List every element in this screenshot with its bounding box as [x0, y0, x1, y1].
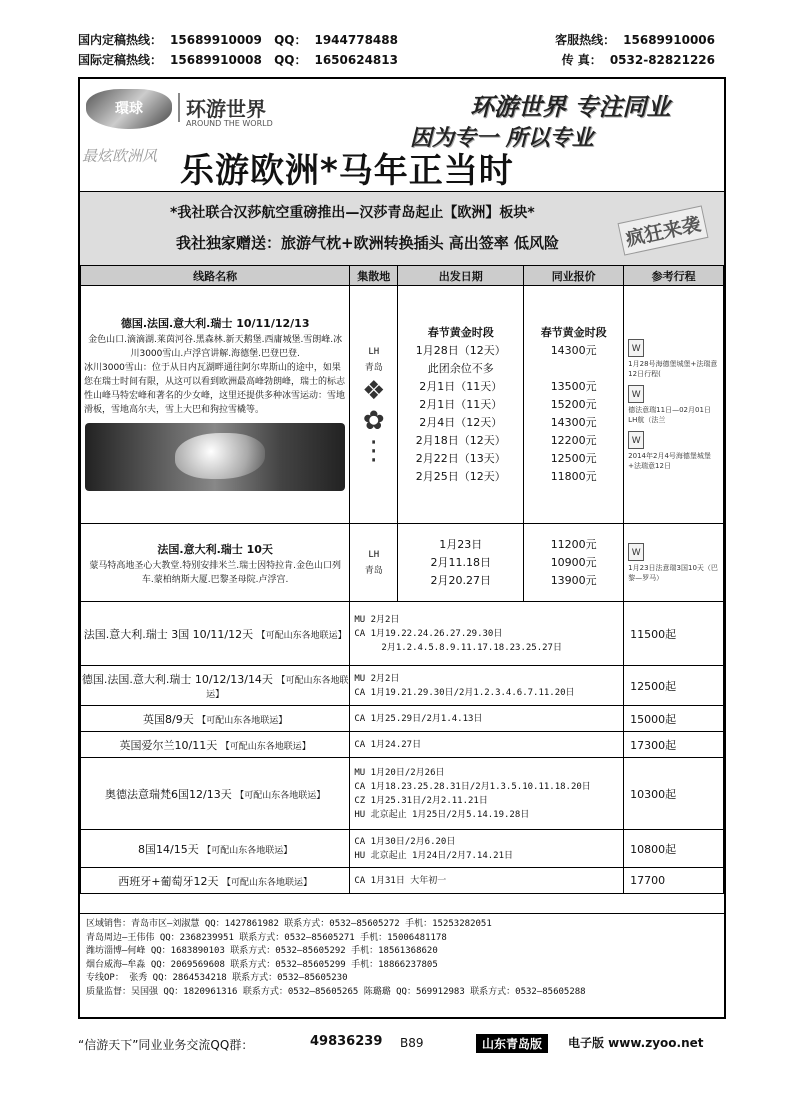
table-row [81, 286, 724, 524]
intl-qq-label: QQ： [274, 53, 307, 67]
route1-title: 德国.法国.意大利.瑞士 10/11/12/13 [120, 316, 310, 330]
route-dates-cell [350, 868, 624, 894]
route-name: 8国14/15天 [138, 842, 199, 856]
route1-city-name: 青岛 [364, 362, 383, 373]
hotlines [78, 30, 723, 70]
intl-phone: 15689910008 [170, 53, 262, 67]
route-name-cell [81, 666, 350, 706]
fax-number: 0532-82821226 [609, 53, 715, 67]
route1-desc: 金色山口.滴滴湖.莱茵河谷.黑森林.新天鹅堡.西庸城堡.雪朗峰.冰川3000雪山.卢浮宫讲解.海德堡.巴登巴登. [88, 334, 343, 359]
route-tag: 【可配山东各地联运】 [220, 741, 311, 752]
route1-prices-head: 春节黄金时段 [540, 325, 607, 339]
route-name: 英国8/9天 [143, 712, 194, 726]
route-price: 10300起 [624, 758, 724, 830]
route1-date: 1月28日（12天） [415, 343, 506, 357]
route-price: 11500起 [624, 602, 724, 666]
route-tag: 【可配山东各地联运】 [235, 790, 326, 801]
route-name: 西班牙+葡萄牙12天 [118, 874, 219, 888]
slogan-primary: 环游世界 专注同业 [470, 93, 671, 121]
route-date-line: HU 北京起止 1月24日/2月7.14.21日 [354, 850, 514, 861]
route2-date: 2月11.18日 [430, 555, 491, 569]
route-date-line: CA 1月19.22.24.26.27.29.30日 [354, 628, 503, 639]
footer-line: 青岛周边—王伟伟 QQ：2368239951 联系方式：0532—85605271 手机：15006481178 [86, 932, 447, 943]
route-name-cell [81, 758, 350, 830]
route-name: 奥德法意瑞梵6国12/13天 [105, 787, 232, 801]
route1-date: 2月18日（12天） [415, 433, 506, 447]
domestic-phone: 15689910009 [170, 33, 262, 47]
intl-label: 国际定稿热线： [78, 53, 163, 67]
horse-figure [175, 433, 265, 479]
route-date-line: HU 北京起止 1月25日/2月5.14.19.28日 [354, 809, 530, 820]
route-name-cell [81, 732, 350, 758]
footer-line: 烟台威海—牟淼 QQ：2069569608 联系方式：0532—85605299 手机：18866237805 [86, 959, 438, 970]
service-phone: 15689910006 [623, 33, 715, 47]
route1-docs [624, 286, 724, 524]
route-dates-cell [350, 706, 624, 732]
domestic-qq-label: QQ： [274, 33, 307, 47]
edition-badge: 山东青岛版 [476, 1034, 548, 1053]
route1-price: 14300元 [550, 343, 597, 357]
route1-desc-extra: 冰川3000雪山：位于从日内瓦湖畔通往阿尔卑斯山的途中，如果您在瑞士时间有限，从这可以看到欧洲最高峰勃朗峰，瑞士的标志性山峰马特宏峰和著名的少女峰，这里还提供多种冰雪运动：雪地滑板，雪地高尔夫，雪上大巴和狗拉雪橇等。 [84, 362, 346, 415]
route-price: 17700 [624, 868, 724, 894]
itinerary-doc[interactable] [628, 543, 719, 583]
route-price: 10800起 [624, 830, 724, 868]
route1-date: 2月25日（12天） [415, 469, 506, 483]
route-name: 英国爱尔兰10/11天 [119, 738, 218, 752]
fax-label: 传 真： [561, 53, 602, 67]
route-date-line: CA 1月25.29日/2月1.4.13日 [354, 713, 483, 724]
table-row [81, 602, 724, 666]
route-name-cell [81, 830, 350, 868]
route-price: 17300起 [624, 732, 724, 758]
route1-info [81, 286, 350, 524]
doc-label: 2014年2月4号海德堡城堡+法瑞意12日 [628, 451, 711, 470]
ad-frame [78, 77, 726, 1019]
route-date-line: CZ 1月25.31日/2月2.11.21日 [354, 795, 488, 806]
route-tag: 【可配山东各地联运】 [222, 877, 313, 888]
route1-price: 13500元 [550, 379, 597, 393]
header-dates: 出发日期 [398, 266, 524, 286]
doc-label: 1月28号海德堡城堡+法瑞意12日行程( [628, 359, 718, 378]
document-icon: W [628, 431, 644, 449]
route-name: 德国.法国.意大利.瑞士 10/12/13/14天 [81, 673, 273, 686]
route-tag: 【可配山东各地联运】 [202, 845, 293, 856]
route1-date: 2月1日（11天） [419, 397, 503, 411]
logo-subtitle: AROUND THE WORLD [186, 119, 273, 128]
route-tag: 【可配山东各地联运】 [197, 715, 288, 726]
route-date-line: CA 1月19.21.29.30日/2月1.2.3.4.6.7.11.20日 [354, 687, 575, 698]
logo-text: 环游世界 [178, 93, 266, 122]
route2-dates [398, 524, 524, 602]
route2-prices [524, 524, 624, 602]
promo-line-2: 我社独家赠送：旅游气枕+欧洲转换插头 高出签率 低风险 [176, 234, 560, 252]
qq-group-label: “信游天下”同业业务交流QQ群： [78, 1038, 254, 1052]
route2-price: 13900元 [550, 573, 597, 587]
page-number: B89 [400, 1036, 424, 1050]
routes-table [80, 265, 724, 894]
route-price: 15000起 [624, 706, 724, 732]
promo-badge: 疯狂来袭 [618, 205, 709, 255]
route1-dates-head: 春节黄金时段 [427, 325, 494, 339]
route1-prices [524, 286, 624, 524]
route2-info [81, 524, 350, 602]
route-date-line: CA 1月24.27日 [354, 739, 422, 750]
route-date-line: CA 1月18.23.25.28.31日/2月1.3.5.10.11.18.20日 [354, 781, 591, 792]
footer-line: 质量监督：吴国强 QQ：1820961316 联系方式：0532—85605265 陈璐璐 QQ：569912983 联系方式：0532—85605288 [86, 986, 586, 997]
route2-city [350, 524, 398, 602]
route2-title: 法国.意大利.瑞士 10天 [157, 542, 273, 556]
bottom-bar [78, 1034, 723, 1054]
document-icon: W [628, 339, 644, 357]
route-name-cell [81, 868, 350, 894]
website-link[interactable]: 电子版 www.zyoo.net [568, 1036, 704, 1050]
route-name: 法国.意大利.瑞士 3国 10/11/12天 [83, 627, 254, 641]
route2-date: 2月20.27日 [430, 573, 491, 587]
route-date-line: MU 1月20日/2月26日 [354, 767, 445, 778]
promo-line-1: *我社联合汉莎航空重磅推出—汉莎青岛起止【欧洲】板块* [170, 205, 535, 221]
route-price: 12500起 [624, 666, 724, 706]
route-date-line: CA 1月31日 大年初一 [354, 875, 447, 886]
chinese-knot-icon: ❖ ✿ ⋮ [360, 375, 387, 466]
route-name-cell [81, 602, 350, 666]
simple-rows [81, 602, 724, 894]
route-date-line: CA 1月30日/2月6.20日 [354, 836, 456, 847]
route-dates-cell [350, 758, 624, 830]
footer-line: 潍坊淄博—何峰 QQ：1683890103 联系方式：0532—85605292 手机：18561368620 [86, 946, 438, 956]
route-dates-cell [350, 666, 624, 706]
route2-price: 10900元 [550, 555, 597, 569]
route-tag: 【可配山东各地联运】 [206, 676, 349, 700]
route2-docs [624, 524, 724, 602]
route-date-line: MU 2月2日 [354, 614, 400, 625]
document-icon: W [628, 543, 644, 561]
table-row [81, 868, 724, 894]
route-dates-cell [350, 830, 624, 868]
table-row [81, 758, 724, 830]
route1-date: 此团余位不多 [427, 361, 494, 375]
route1-price: 14300元 [550, 415, 597, 429]
route2-date: 1月23日 [439, 537, 483, 551]
route1-date: 2月1日（11天） [419, 379, 503, 393]
route2-desc: 蒙马特高地圣心大教堂.特别安排米兰.瑞士因特拉肯.金色山口列车.蒙柏纳斯大厦.巴黎圣母院.卢浮宫. [89, 560, 341, 585]
contact-footer [80, 913, 724, 1019]
qq-group-number: 49836239 [310, 1034, 383, 1049]
route1-price: 15200元 [550, 397, 597, 411]
table-header-row [81, 266, 724, 286]
itinerary-doc[interactable] [628, 339, 719, 379]
header-price: 同业报价 [524, 266, 624, 286]
table-row [81, 732, 724, 758]
route1-city [350, 286, 398, 524]
route-dates-cell [350, 602, 624, 666]
route2-city-code: LH [368, 549, 380, 560]
header-route: 线路名称 [81, 266, 350, 286]
route-date-line: 2月1.2.4.5.8.9.11.17.18.23.25.27日 [354, 642, 562, 653]
service-label: 客服热线： [555, 33, 616, 47]
doc-label: 1月23日法意瑞3国10天（巴黎—罗马） [628, 563, 718, 582]
hot-tag: 最炫欧洲风 [82, 147, 158, 165]
footer-line: 专线OP： 张秀 QQ：2864534218 联系方式：0532—85605230 [86, 973, 348, 983]
header-city: 集散地 [350, 266, 398, 286]
route-date-line: MU 2月2日 [354, 673, 400, 684]
route1-price-blank [524, 360, 623, 378]
route2-price: 11200元 [550, 537, 597, 551]
horse-image [85, 423, 345, 491]
document-icon: W [628, 385, 644, 403]
route1-date: 2月4日（12天） [419, 415, 503, 429]
route1-date: 2月22日（13天） [415, 451, 506, 465]
logo-icon: 環球 [86, 89, 172, 129]
domestic-qq: 1944778488 [314, 33, 398, 47]
route1-dates [398, 286, 524, 524]
route-tag: 【可配山东各地联运】 [256, 630, 347, 641]
header-itinerary: 参考行程 [624, 266, 724, 286]
table-row [81, 830, 724, 868]
route1-price: 11800元 [550, 469, 597, 483]
doc-label: 德法意瑞11日—02月01日LH航（法兰 [628, 405, 711, 424]
footer-line: 区域销售：青岛市区—刘淑慧 QQ：1427861982 联系方式：0532—85605272 手机：15253282051 [86, 919, 492, 929]
intl-qq: 1650624813 [314, 53, 398, 67]
table-row [81, 666, 724, 706]
domestic-label: 国内定稿热线： [78, 33, 163, 47]
route-name-cell [81, 706, 350, 732]
table-row [81, 706, 724, 732]
route-dates-cell [350, 732, 624, 758]
main-title: 乐游欧洲*马年正当时 [180, 151, 514, 191]
route1-price: 12500元 [550, 451, 597, 465]
table-row [81, 524, 724, 602]
route1-price: 12200元 [550, 433, 597, 447]
route1-city-code: LH [368, 346, 380, 357]
header [80, 79, 724, 191]
itinerary-doc[interactable] [628, 385, 719, 425]
slogan-secondary: 因为专一 所以专业 [410, 126, 594, 151]
promo-banner [80, 191, 724, 265]
itinerary-doc[interactable] [628, 431, 719, 471]
route2-city-name: 青岛 [364, 565, 383, 576]
